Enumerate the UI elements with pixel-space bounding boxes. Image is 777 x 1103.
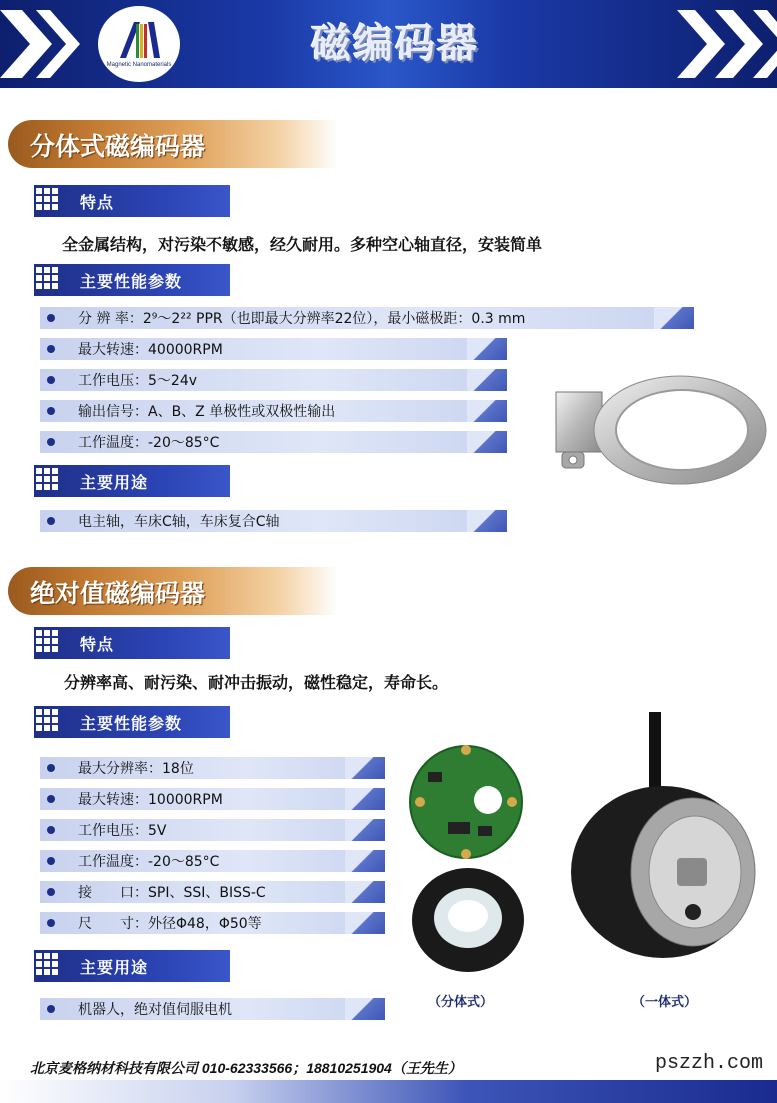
page-title: 磁编码器 <box>311 21 479 67</box>
ring-encoder-image <box>540 372 770 502</box>
bullet-icon <box>47 376 55 384</box>
spec-row <box>40 338 507 360</box>
features-text: 全金属结构，对污染不敏感，经久耐用。多种空心轴直径，安装简单 <box>62 235 543 254</box>
subheader-label: 特点 <box>80 635 115 654</box>
spec-row <box>40 307 694 329</box>
row-tail-decoration <box>467 338 507 360</box>
footer-bar <box>0 1080 777 1103</box>
bullet-icon <box>47 517 55 525</box>
spec-text: 最大分辨率：18位 <box>78 761 194 777</box>
caption-integrated: （一体式） <box>632 995 698 1010</box>
integrated-encoder-image <box>565 712 765 982</box>
row-tail-decoration <box>345 912 385 934</box>
spec-text: 工作电压：5～24v <box>78 373 198 389</box>
spec-row <box>40 850 385 872</box>
row-tail-decoration <box>467 400 507 422</box>
chevron-decoration-right <box>667 0 777 88</box>
caption-split: （分体式） <box>428 995 494 1010</box>
subheader-label: 主要性能参数 <box>80 714 183 733</box>
row-tail-decoration <box>345 819 385 841</box>
use-text: 电主轴，车床C轴，车床复合C轴 <box>78 514 280 530</box>
chevron-decoration-left <box>0 0 90 88</box>
row-tail-decoration <box>345 788 385 810</box>
subheader-specs <box>34 264 230 296</box>
row-tail-decoration <box>467 369 507 391</box>
subheader-specs <box>34 706 230 738</box>
spec-text: 接 口：SPI、SSI、BISS-C <box>78 885 266 901</box>
row-tail-decoration <box>654 307 694 329</box>
watermark: pszzh.com <box>654 1052 763 1075</box>
grid-icon <box>36 468 64 494</box>
bullet-icon <box>47 795 55 803</box>
section-banner-absolute <box>8 567 338 615</box>
use-text: 机器人，绝对值伺服电机 <box>78 1002 232 1018</box>
features-text: 分辨率高、耐污染、耐冲击振动，磁性稳定，寿命长。 <box>64 673 449 692</box>
spec-row <box>40 881 385 903</box>
spec-text: 工作温度：-20～85°C <box>78 435 220 451</box>
bullet-icon <box>47 857 55 865</box>
bullet-icon <box>47 345 55 353</box>
grid-icon <box>36 953 64 979</box>
bullet-icon <box>47 764 55 772</box>
row-tail-decoration <box>467 510 507 532</box>
subheader-label: 主要用途 <box>80 473 149 492</box>
split-encoder-image <box>408 742 528 977</box>
row-tail-decoration <box>345 998 385 1020</box>
spec-text: 最大转速：10000RPM <box>78 792 223 808</box>
grid-icon <box>36 709 64 735</box>
spec-row <box>40 788 385 810</box>
spec-text: 输出信号：A、B、Z 单极性或双极性输出 <box>78 404 336 420</box>
bullet-icon <box>47 888 55 896</box>
spec-text: 尺 寸：外径Φ48，Φ50等 <box>78 916 262 932</box>
spec-row <box>40 819 385 841</box>
spec-text: 工作电压：5V <box>78 823 167 839</box>
section-title: 分体式磁编码器 <box>30 132 206 161</box>
section-title: 绝对值磁编码器 <box>30 579 206 608</box>
row-tail-decoration <box>345 850 385 872</box>
spec-row <box>40 912 385 934</box>
bullet-icon <box>47 314 55 322</box>
grid-icon <box>36 630 64 656</box>
page-header <box>0 0 777 88</box>
spec-row <box>40 431 507 453</box>
row-tail-decoration <box>345 881 385 903</box>
bullet-icon <box>47 919 55 927</box>
footer-contact: 北京麦格纳材科技有限公司 010-62333566；18810251904（王先生） <box>30 1060 462 1076</box>
subheader-label: 特点 <box>80 193 115 212</box>
logo-mark-icon <box>116 20 162 60</box>
subheader-uses <box>34 465 230 497</box>
subheader-label: 主要用途 <box>80 958 149 977</box>
spec-text: 分 辨 率：2⁹～2²² PPR（也即最大分辨率22位），最小磁极距：0.3 mm <box>78 311 526 327</box>
spec-row <box>40 757 385 779</box>
subheader-label: 主要性能参数 <box>80 272 183 291</box>
use-row <box>40 998 385 1020</box>
spec-text: 最大转速：40000RPM <box>78 342 223 358</box>
bullet-icon <box>47 826 55 834</box>
subheader-features <box>34 627 230 659</box>
subheader-features <box>34 185 230 217</box>
row-tail-decoration <box>467 431 507 453</box>
bullet-icon <box>47 407 55 415</box>
grid-icon <box>36 188 64 214</box>
bullet-icon <box>47 1005 55 1013</box>
grid-icon <box>36 267 64 293</box>
logo-text: Magnetic Nanomaterials <box>106 62 172 68</box>
subheader-uses <box>34 950 230 982</box>
section-banner-split <box>8 120 338 168</box>
bullet-icon <box>47 438 55 446</box>
spec-row <box>40 369 507 391</box>
row-tail-decoration <box>345 757 385 779</box>
spec-row <box>40 400 507 422</box>
spec-text: 工作温度：-20～85°C <box>78 854 220 870</box>
use-row <box>40 510 507 532</box>
company-logo <box>98 6 180 82</box>
